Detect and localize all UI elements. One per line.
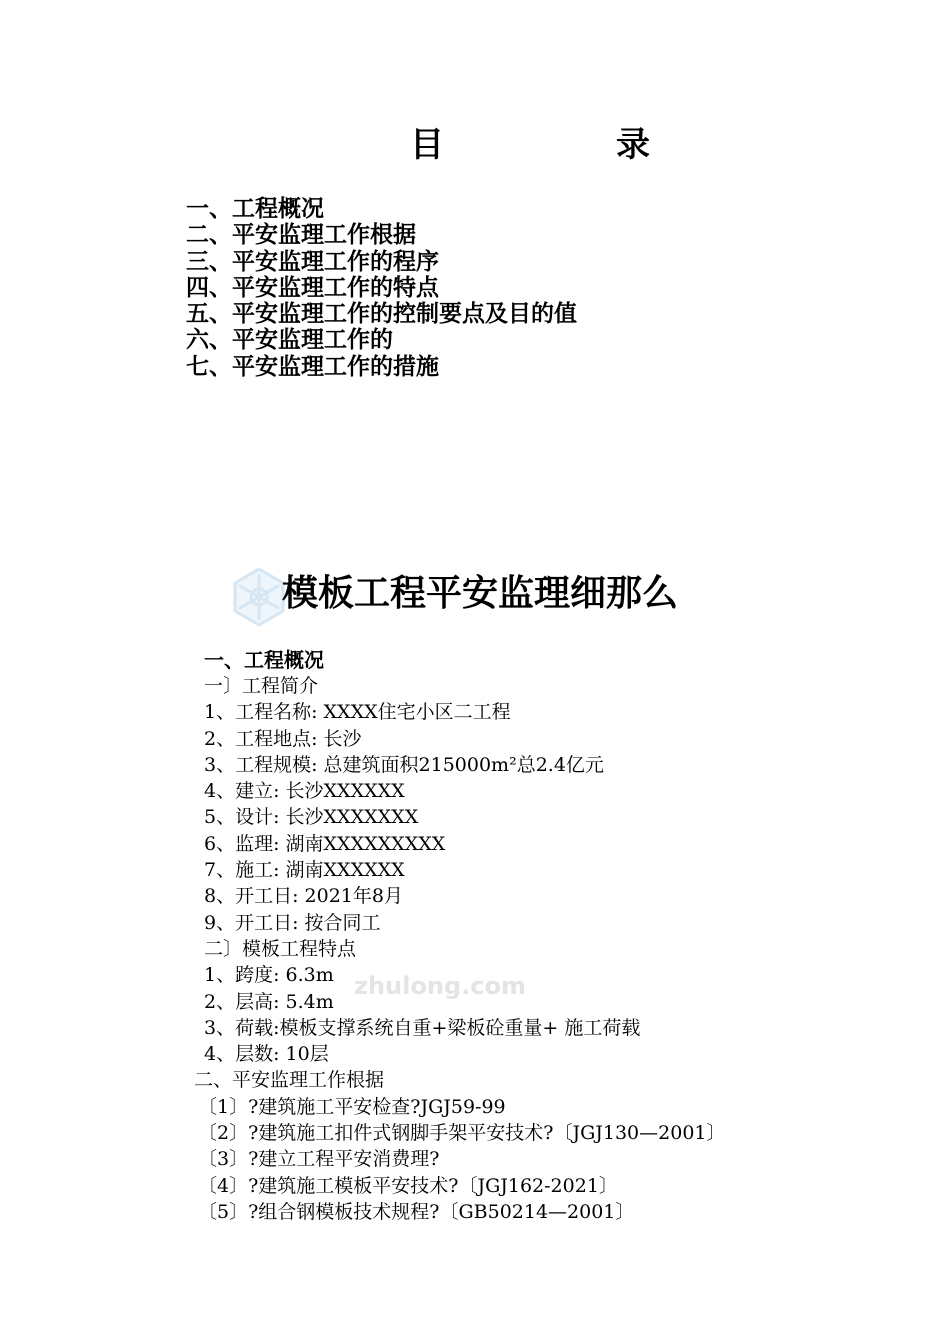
line-text: 2、工程地点: 长沙 <box>204 727 362 750</box>
line-text: 3、工程规模: 总建筑面积215000m²总2.4亿元 <box>204 753 604 776</box>
list-item <box>0 778 950 804</box>
list-item <box>0 804 950 830</box>
line-text: 6、监理: 湖南XXXXXXXXX <box>204 832 446 855</box>
line-text: 5、设计: 长沙XXXXXXX <box>204 806 419 829</box>
list-item <box>0 1015 950 1041</box>
toc-item: 五、平安监理工作的控制要点及目的值 <box>186 301 577 328</box>
toc-title <box>0 120 950 170</box>
list-item <box>0 752 950 778</box>
line-text: 9、开工日: 按合同工 <box>204 911 381 934</box>
list-item <box>0 1094 950 1120</box>
list-item <box>0 883 950 909</box>
list-item <box>0 936 950 962</box>
toc-list <box>186 196 577 380</box>
list-item <box>0 673 950 699</box>
list-item <box>0 1173 950 1199</box>
toc-title-char-2: 录 <box>616 125 650 165</box>
toc-item: 六、平安监理工作的 <box>186 327 393 354</box>
list-item <box>0 910 950 936</box>
line-text: 4、建立: 长沙XXXXXX <box>204 780 405 803</box>
line-text: 4、层数: 10层 <box>204 1043 329 1066</box>
toc-item: 四、平安监理工作的特点 <box>186 274 439 301</box>
line-text: 8、开工日: 2021年8月 <box>204 885 403 908</box>
site-watermark: zhulong.com <box>354 972 526 1000</box>
line-text: 〔2〕?建筑施工扣件式钢脚手架平安技术?〔JGJ130—2001〕 <box>198 1122 726 1145</box>
list-item <box>0 699 950 725</box>
line-text: 〔5〕?组合钢模板技术规程?〔GB50214—2001〕 <box>198 1200 635 1223</box>
list-item <box>0 726 950 752</box>
toc-item: 三、平安监理工作的程序 <box>186 248 439 275</box>
list-item <box>0 1041 950 1067</box>
list-item <box>0 1199 950 1225</box>
line-text: 1、工程名称: XXXX住宅小区二工程 <box>204 701 511 724</box>
document-title: 模板工程平安监理细那么 <box>282 573 679 614</box>
line-text: 3、荷载:模板支撑系统自重+梁板砼重量+ 施工荷载 <box>204 1016 641 1039</box>
line-text: 1、跨度: 6.3m <box>204 964 334 987</box>
section-heading: 一、工程概况 <box>204 648 324 672</box>
list-item <box>0 1067 950 1093</box>
line-text: 〔3〕?建立工程平安消费理? <box>198 1148 440 1171</box>
toc-item: 一、工程概况 <box>186 196 324 222</box>
list-item <box>0 831 950 857</box>
line-text: 一〕工程简介 <box>204 675 319 697</box>
line-text: 〔4〕?建筑施工模板平安技术?〔JGJ162-2021〕 <box>198 1174 618 1197</box>
line-text: 2、层高: 5.4m <box>204 990 334 1013</box>
toc-title-char-1: 目 <box>410 125 444 165</box>
list-item <box>0 1120 950 1146</box>
line-text: 二、平安监理工作根据 <box>194 1069 385 1092</box>
list-item <box>0 1146 950 1172</box>
snowflake-logo-icon <box>228 566 290 628</box>
body-lines <box>0 673 950 1225</box>
toc-item: 七、平安监理工作的措施 <box>186 353 439 380</box>
line-text: 二〕模板工程特点 <box>204 937 357 960</box>
line-text: 7、施工: 湖南XXXXXX <box>204 859 405 882</box>
line-text: 〔1〕?建筑施工平安检查?JGJ59-99 <box>198 1095 506 1118</box>
toc-item: 二、平安监理工作根据 <box>186 222 416 249</box>
list-item <box>0 857 950 883</box>
